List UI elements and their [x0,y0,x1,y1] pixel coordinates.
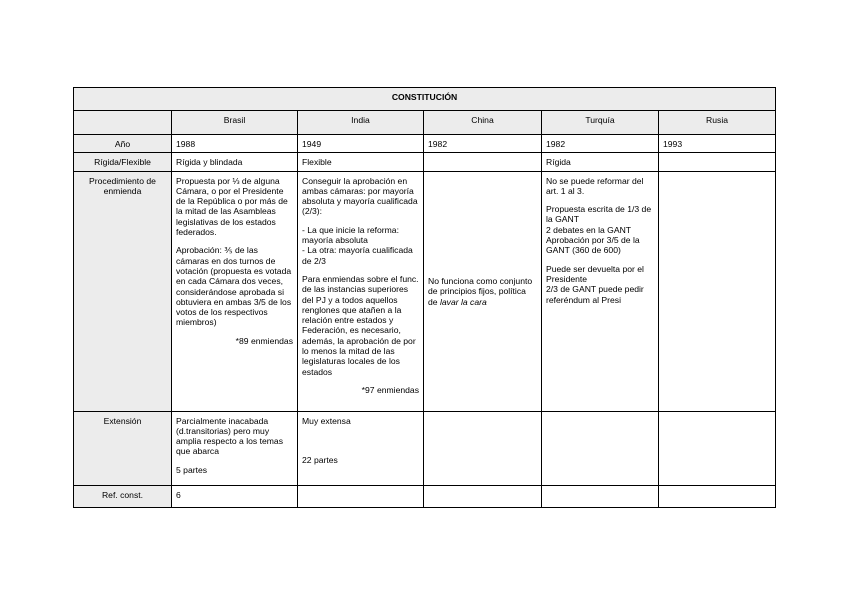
brasil-extension-text: Parcialmente inacabada (d.transitorias) pero muy amplia respecto a los temas que abarca [176,415,283,457]
constitution-table [73,87,776,508]
col-header-india: India [298,111,424,135]
col-header-brasil: Brasil [172,111,298,135]
cell-extension-turquia [542,411,659,485]
row-procedimiento [74,171,776,411]
turquia-proposal-item: 2 debates en la GANT [546,224,632,235]
india-amendment-count: *97 enmiendas [361,384,419,395]
row-header-ref: Ref. const. [74,485,172,507]
turquia-president-list [546,264,654,305]
turquia-proposal-item: Aprobación por 3/5 de la GANT (360 de 600) [546,235,640,256]
cell-ref-turquia [542,485,659,507]
cell-procedimiento-turquia [542,171,659,411]
cell-ref-china [424,485,542,507]
turquia-proposal-item: Propuesta escrita de 1/3 de la GANT [546,204,652,225]
cell-extension-china [424,411,542,485]
brasil-parts-text: 5 partes [176,464,208,475]
india-majority-item: - La otra: mayoría cualificada de 2/3 [302,245,413,266]
china-text-italic: lavar la cara [439,296,487,307]
cell-rigida-india: Flexible [298,153,424,171]
india-approval-text: Conseguir la aprobación en ambas cámaras: por mayoría absoluta y mayoría cualificada (2/3): [302,175,418,217]
cell-ref-india [298,485,424,507]
cell-extension-rusia [659,411,776,485]
cell-procedimiento-india [298,171,424,411]
cell-rigida-turquia: Rígida [542,153,659,171]
brasil-approval-text: Aprobación: ⅗ de las cámaras en dos turnos de votación (propuesta es votada en cada Cámara dos veces, considerándose aprobada si obtuviera en ambas 3/5 de los votos de los respectivos miembros) [176,245,292,328]
cell-procedimiento-rusia [659,171,776,411]
india-majority-item: - La que inicie la reforma: mayoría absoluta [302,224,399,246]
row-header-procedimiento: Procedimiento de enmienda [74,171,172,411]
turquia-president-item: Puede ser devuelta por el Presidente [546,263,644,284]
title-row [74,88,776,111]
row-header-anio: Año [74,135,172,153]
turquia-president-item: 2/3 de GANT puede pedir referéndum al Presi [546,284,644,305]
col-header-turquia: Turquía [542,111,659,135]
row-rigida [74,153,776,171]
india-majority-list [302,225,419,266]
brasil-amendment-count: *89 enmiendas [235,335,293,346]
turquia-proposal-list [546,204,654,255]
cell-procedimiento-china [424,171,542,411]
cell-ref-brasil: 6 [172,485,298,507]
cell-anio-rusia: 1993 [659,135,776,153]
cell-anio-brasil: 1988 [172,135,298,153]
table-title: CONSTITUCIÓN [74,88,776,111]
cell-rigida-brasil: Rígida y blindada [172,153,298,171]
cell-anio-turquia: 1982 [542,135,659,153]
row-extension [74,411,776,485]
cell-anio-india: 1949 [298,135,424,153]
china-text: No funciona como conjunto de principios fijos, política de [428,276,533,307]
col-header-china: China [424,111,542,135]
cell-rigida-china [424,153,542,171]
india-parts-text: 22 partes [302,454,338,465]
cell-rigida-rusia [659,153,776,171]
corner-cell [74,111,172,135]
brasil-proposal-text: Propuesta por ⅓ de alguna Cámara, o por el Presidente de la República o por más de la mitad de las Asambleas legislativas de los estados federados. [176,175,288,238]
row-anio [74,135,776,153]
turquia-restriction-text: No se puede reformar del art. 1 al 3. [546,175,644,196]
india-special-text: Para enmiendas sobre el func. de las instancias superiores del PJ y a todos aquellos renglones que atañen a la relación entre estados y Federación, es necesario, además, la aprobación de por lo menos la mitad de las legislaturas locales de los estados [302,273,419,377]
india-extension-text: Muy extensa [302,415,351,426]
cell-extension-india [298,411,424,485]
cell-ref-rusia [659,485,776,507]
row-header-extension: Extensión [74,411,172,485]
cell-extension-brasil [172,411,298,485]
header-row [74,111,776,135]
col-header-rusia: Rusia [659,111,776,135]
cell-anio-china: 1982 [424,135,542,153]
row-header-rigida: Rígida/Flexible [74,153,172,171]
row-ref [74,485,776,507]
cell-procedimiento-brasil [172,171,298,411]
